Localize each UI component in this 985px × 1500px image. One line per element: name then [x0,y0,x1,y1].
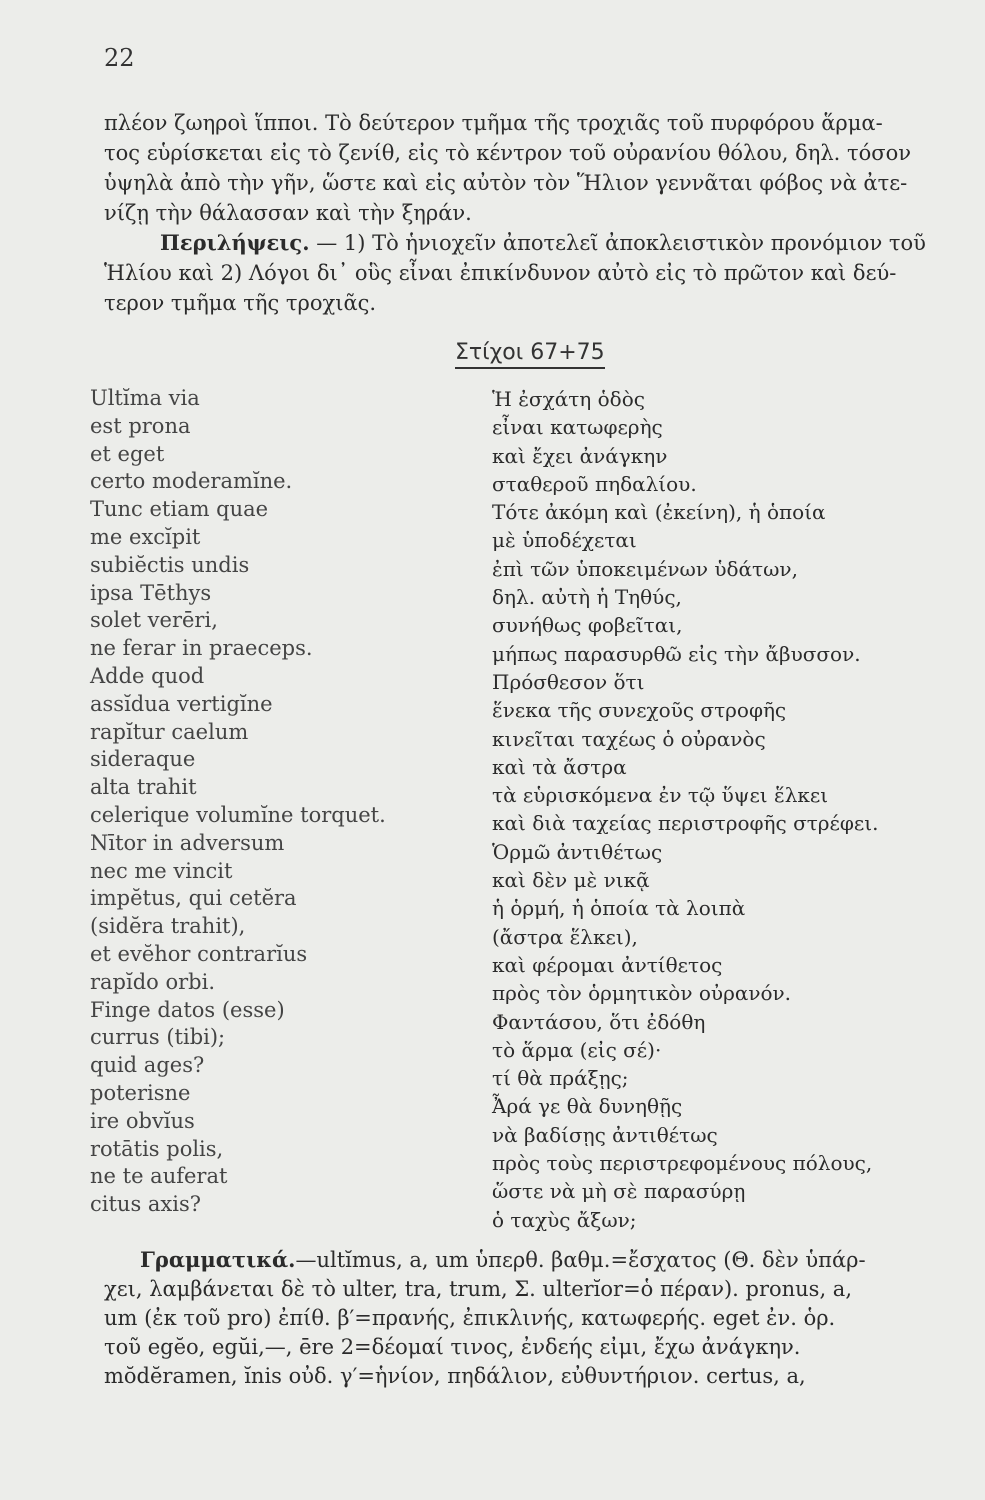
greek-translation-line: δηλ. αὐτὴ ἡ Τηθύς, [492,585,682,610]
grammar-line: τοῦ egĕo, egŭi,—, ēre 2=δέομαί τινος, ἐνδεής εἰμι, ἔχω ἀνάγκην. [104,1335,801,1359]
greek-translation-line: καὶ δὲν μὲ νικᾷ [492,868,650,893]
greek-translation-line: καὶ ἔχει ἀνάγκην [492,443,668,468]
latin-verse-line: alta trahit [90,775,197,800]
latin-verse-line: ne ferar in praeceps. [90,636,313,661]
greek-translation-line: μὲ ὑποδέχεται [492,528,637,553]
greek-translation-line: Πρόσθεσον ὅτι [492,669,645,694]
greek-column [492,385,878,1234]
latin-verse-line: poterisne [90,1080,191,1105]
greek-translation-line: Φαντάσου, ὅτι ἐδόθη [492,1009,706,1034]
latin-verse-line: rapĭtur caelum [90,719,249,744]
intro-line: νίζῃ τὴν θάλασσαν καὶ τὴν ξηράν. [104,201,472,225]
grammar-line [104,1245,964,1275]
intro-line: πλέον ζωηροὶ ἵπποι. Τὸ δεύτερον τμῆμα τῆς τροχιᾶς τοῦ πυρφόρου ἅρμα- [104,111,883,135]
grammar-line: um (ἐκ τοῦ pro) ἐπίθ. β′=πρανής, ἐπικλινής, κατωφερής. eget ἐν. ὁρ. [104,1306,836,1330]
summary-line [104,228,956,258]
greek-translation-line: κινεῖται ταχέως ὁ οὐρανὸς [492,726,766,751]
greek-translation-line: σταθεροῦ πηδαλίου. [492,471,697,496]
summary-line: Ἡλίου καὶ 2) Λόγοι δι᾽ οὓς εἶναι ἐπικίνδυνον αὐτὸ εἰς τὸ πρῶτον καὶ δεύ- [104,261,897,285]
greek-translation-line: Ἆρά γε θὰ δυνηθῇς [492,1094,683,1119]
greek-translation-line: μήπως παρασυρθῶ εἰς τὴν ἄβυσσον. [492,641,861,666]
latin-verse-line: ipsa Tēthys [90,580,212,605]
grammar-heading: Γραμματικά. [140,1247,296,1272]
page-number: 22 [104,44,135,72]
latin-verse-line: sideraque [90,747,196,772]
latin-verse-line: rotātis polis, [90,1136,224,1161]
greek-translation-line: τὸ ἅρμα (εἰς σέ)· [492,1037,662,1062]
greek-translation-line: τί θὰ πράξῃς; [492,1066,629,1091]
latin-verse-line: est prona [90,413,191,438]
greek-translation-line: (ἄστρα ἕλκει), [492,924,638,949]
grammar-section [104,1245,964,1391]
summary-line: τερον τμῆμα τῆς τροχιᾶς. [104,291,377,315]
greek-translation-line: Ὁρμῶ ἀντιθέτως [492,839,663,864]
latin-verse-line: Finge datos (esse) [90,997,285,1022]
greek-translation-line: πρὸς τοὺς περιστρεφομένους πόλους, [492,1151,873,1176]
intro-line: ὑψηλὰ ἀπὸ τὴν γῆν, ὥστε καὶ εἰς αὐτὸν τὸν Ἥλιον γεννᾶται φόβος νὰ ἀτε- [104,171,908,195]
greek-translation-line: ἕνεκα τῆς συνεχοῦς στροφῆς [492,698,787,723]
grammar-line: χει, λαμβάνεται δὲ τὸ ulter, tra, trum, Σ. ulterĭor=ὁ πέραν). pronus, a, [104,1277,853,1301]
latin-verse-line: rapĭdo orbi. [90,969,215,994]
latin-column [90,385,386,1219]
greek-translation-line: καὶ τὰ ἄστρα [492,754,627,779]
latin-verse-line: nec me vincit [90,858,233,883]
latin-verse-line: ire obvĭus [90,1108,195,1133]
greek-translation-line: ὥστε νὰ μὴ σὲ παρασύρῃ [492,1179,746,1204]
greek-translation-line: ἐπὶ τῶν ὑποκειμένων ὑδάτων, [492,556,798,581]
greek-translation-line: Τότε ἀκόμη καὶ (ἐκείνη), ἡ ὁποία [492,500,826,525]
latin-verse-line: citus axis? [90,1192,202,1217]
latin-verse-line: impĕtus, qui cetĕra [90,886,297,911]
latin-verse-line: me excĭpit [90,524,201,549]
latin-verse-line: (sidĕra trahit), [90,914,246,939]
grammar-line: mŏdĕramen, ĭnis οὐδ. γ′=ἡνίον, πηδάλιον, εὐθυντήριον. certus, a, [104,1364,806,1388]
greek-translation-line: Ἡ ἐσχάτη ὁδὸς [492,387,645,411]
greek-translation-line: πρὸς τὸν ὁρμητικὸν οὐρανόν. [492,981,792,1006]
intro-paragraph [104,108,956,318]
latin-verse-line: et evĕhor contrarĭus [90,941,308,966]
greek-translation-line: καὶ φέρομαι ἀντίθετος [492,952,723,977]
latin-verse-line: currus (tibi); [90,1025,226,1050]
intro-line: τος εὑρίσκεται εἰς τὸ ζενίθ, εἰς τὸ κέντρον τοῦ οὐρανίου θόλου, δηλ. τόσον [104,141,911,165]
latin-verse-line: Nītor in adversum [90,830,285,855]
latin-verse-line: quid ages? [90,1053,205,1078]
latin-verse-line: celerique volumĭne torquet. [90,802,386,827]
greek-translation-line: συνήθως φοβεῖται, [492,613,683,638]
latin-verse-line: certo moderamĭne. [90,469,293,494]
greek-translation-line: ὁ ταχὺς ἄξων; [492,1207,637,1232]
greek-translation-line: καὶ διὰ ταχείας περιστροφῆς στρέφει. [492,811,879,836]
greek-translation-line: νὰ βαδίσῃς ἀντιθέτως [492,1122,718,1147]
latin-verse-line: Ultĭma via [90,386,200,410]
summary-heading: Περιλήψεις. [160,230,310,255]
grammar-text: —ultĭmus, a, um ὑπερθ. βαθμ.=ἔσχατος (Θ. δὲν ὑπάρ- [295,1248,866,1272]
summary-text: — 1) Τὸ ἡνιοχεῖν ἀποτελεῖ ἀποκλειστικὸν προνόμιον τοῦ [309,231,926,255]
latin-verse-line: assĭdua vertigĭne [90,691,273,716]
latin-verse-line: solet verēri, [90,608,218,633]
latin-verse-line: Adde quod [90,663,205,688]
greek-translation-line: εἶναι κατωφερὴς [492,415,663,440]
greek-translation-line: τὰ εὑρισκόμενα ἐν τῷ ὕψει ἕλκει [492,783,829,808]
latin-verse-line: ne te auferat [90,1164,228,1189]
greek-translation-line: ἡ ὁρμή, ἡ ὁποία τὰ λοιπὰ [492,896,746,921]
latin-verse-line: et eget [90,441,165,466]
verses-title: Στίχοι 67+75 [455,340,605,369]
latin-verse-line: subiĕctis undis [90,552,250,577]
latin-verse-line: Tunc etiam quae [90,497,269,522]
